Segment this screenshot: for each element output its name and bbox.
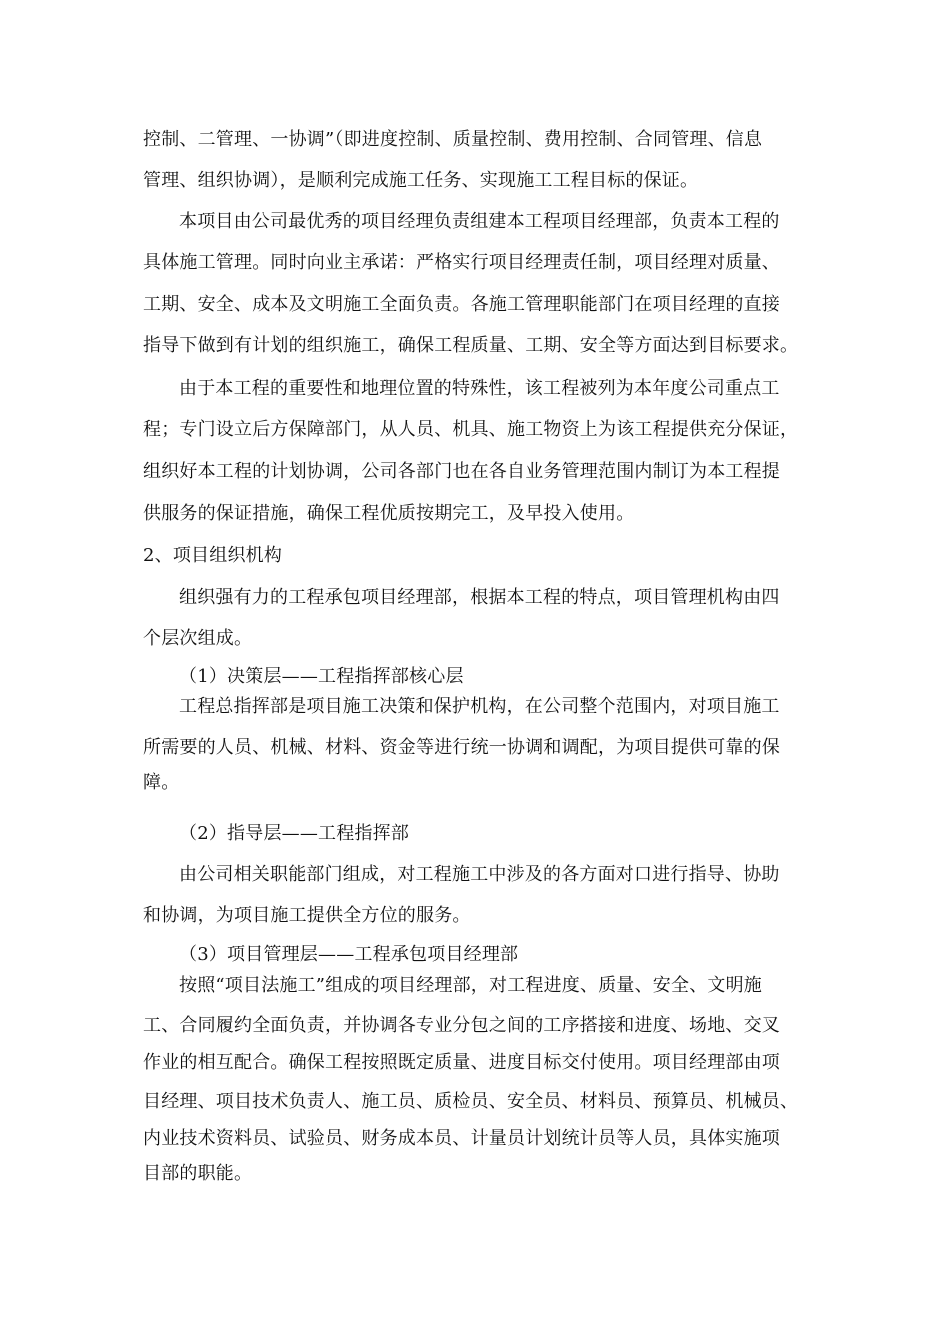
text-line: 控制、二管理、一协调”（即进度控制、质量控制、费用控制、合同管理、信息 — [143, 129, 763, 150]
subsection-heading: （2）指导层——工程指挥部 — [179, 823, 410, 844]
text-line: 工程总指挥部是项目施工决策和保护机构，在公司整个范围内，对项目施工 — [179, 696, 780, 717]
text-line: 目部的职能。 — [143, 1163, 253, 1184]
subsection-heading: （1）决策层——工程指挥部核心层 — [179, 666, 464, 687]
text-line: 由于本工程的重要性和地理位置的特殊性，该工程被列为本年度公司重点工 — [179, 378, 780, 399]
text-line: 组织好本工程的计划协调，公司各部门也在各自业务管理范围内制订为本工程提 — [143, 461, 780, 482]
text-line: 所需要的人员、机械、材料、资金等进行统一协调和调配，为项目提供可靠的保 — [143, 737, 780, 758]
text-line: 管理、组织协调），是顺利完成施工任务、实现施工工程目标的保证。 — [143, 170, 699, 191]
text-line: 本项目由公司最优秀的项目经理负责组建本工程项目经理部，负责本工程的 — [179, 211, 780, 232]
text-line: 指导下做到有计划的组织施工，确保工程质量、工期、安全等方面达到目标要求。 — [143, 335, 799, 356]
text-line: 内业技术资料员、试验员、财务成本员、计量员计划统计员等人员，具体实施项 — [143, 1128, 780, 1149]
text-line: 具体施工管理。同时向业主承诺：严格实行项目经理责任制，项目经理对质量、 — [143, 252, 780, 273]
section-heading: 2、项目组织机构 — [143, 545, 283, 566]
text-line: 工期、安全、成本及文明施工全面负责。各施工管理职能部门在项目经理的直接 — [143, 294, 780, 315]
text-line: 按照“项目法施工”组成的项目经理部，对工程进度、质量、安全、文明施 — [179, 975, 763, 996]
text-line: 障。 — [143, 772, 180, 793]
text-line: 工、合同履约全面负责，并协调各专业分包之间的工序搭接和进度、场地、交叉 — [143, 1015, 780, 1036]
text-line: 目经理、项目技术负责人、施工员、质检员、安全员、材料员、预算员、机械员、 — [143, 1091, 799, 1112]
text-line: 个层次组成。 — [143, 628, 253, 649]
text-line: 由公司相关职能部门组成，对工程施工中涉及的各方面对口进行指导、协助 — [179, 864, 780, 885]
subsection-heading: （3）项目管理层——工程承包项目经理部 — [179, 944, 519, 965]
text-line: 供服务的保证措施，确保工程优质按期完工，及早投入使用。 — [143, 503, 635, 524]
text-line: 组织强有力的工程承包项目经理部，根据本工程的特点，项目管理机构由四 — [179, 587, 780, 608]
text-line: 和协调，为项目施工提供全方位的服务。 — [143, 905, 471, 926]
text-line: 程；专门设立后方保障部门，从人员、机具、施工物资上为该工程提供充分保证， — [143, 419, 799, 440]
text-line: 作业的相互配合。确保工程按照既定质量、进度目标交付使用。项目经理部由项 — [143, 1052, 780, 1073]
